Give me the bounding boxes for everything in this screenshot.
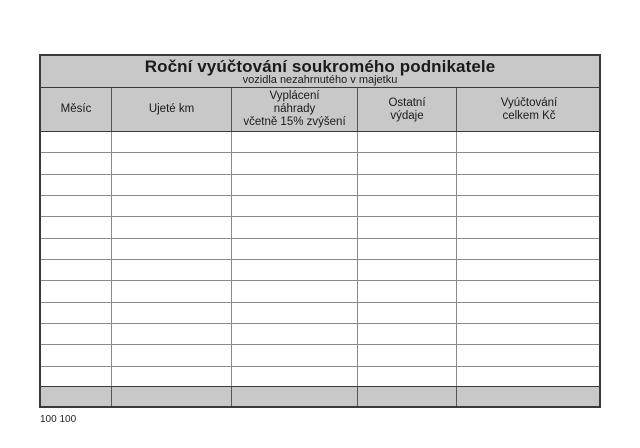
- cell-reimbursement[interactable]: [232, 324, 358, 344]
- cell-month[interactable]: [41, 260, 112, 280]
- total-cell-total-czk[interactable]: [457, 387, 601, 406]
- cell-km-driven[interactable]: [112, 132, 232, 152]
- table-row: [41, 217, 599, 238]
- cell-other-expenses[interactable]: [358, 260, 457, 280]
- table-row: [41, 324, 599, 345]
- cell-other-expenses[interactable]: [358, 196, 457, 216]
- cell-km-driven[interactable]: [112, 281, 232, 301]
- cell-month[interactable]: [41, 217, 112, 237]
- cell-other-expenses[interactable]: [358, 281, 457, 301]
- column-header-km-driven: Ujeté km: [112, 88, 232, 131]
- cell-total-czk[interactable]: [457, 345, 601, 365]
- cell-reimbursement[interactable]: [232, 281, 358, 301]
- cell-total-czk[interactable]: [457, 324, 601, 344]
- cell-km-driven[interactable]: [112, 217, 232, 237]
- cell-km-driven[interactable]: [112, 303, 232, 323]
- cell-km-driven[interactable]: [112, 324, 232, 344]
- cell-reimbursement[interactable]: [232, 367, 358, 388]
- cell-month[interactable]: [41, 324, 112, 344]
- table-header-row: [41, 88, 599, 132]
- table-total-row: [41, 386, 599, 406]
- column-header-month: Měsíc: [41, 88, 112, 131]
- table-row: [41, 303, 599, 324]
- cell-km-driven[interactable]: [112, 367, 232, 388]
- total-cell-other-expenses[interactable]: [358, 387, 457, 406]
- table-row: [41, 132, 599, 153]
- total-cell-month[interactable]: [41, 387, 112, 406]
- cell-reimbursement[interactable]: [232, 239, 358, 259]
- table-row: [41, 260, 599, 281]
- column-header-reimbursement: Vyplácení náhrady včetně 15% zvýšení: [232, 88, 358, 131]
- cell-reimbursement[interactable]: [232, 132, 358, 152]
- cell-month[interactable]: [41, 132, 112, 152]
- cell-month[interactable]: [41, 281, 112, 301]
- cell-total-czk[interactable]: [457, 175, 601, 195]
- cell-other-expenses[interactable]: [358, 324, 457, 344]
- cell-other-expenses[interactable]: [358, 153, 457, 173]
- cell-other-expenses[interactable]: [358, 303, 457, 323]
- form-title-band: [41, 56, 599, 88]
- cell-km-driven[interactable]: [112, 260, 232, 280]
- table-body: [41, 132, 599, 388]
- annual-settlement-form: [39, 54, 601, 408]
- table-row: [41, 345, 599, 366]
- cell-other-expenses[interactable]: [358, 175, 457, 195]
- cell-total-czk[interactable]: [457, 196, 601, 216]
- cell-other-expenses[interactable]: [358, 367, 457, 388]
- cell-other-expenses[interactable]: [358, 239, 457, 259]
- cell-km-driven[interactable]: [112, 239, 232, 259]
- cell-month[interactable]: [41, 367, 112, 388]
- cell-month[interactable]: [41, 175, 112, 195]
- table-row: [41, 239, 599, 260]
- cell-reimbursement[interactable]: [232, 345, 358, 365]
- form-title: Roční vyúčtování soukromého podnikatele: [144, 57, 496, 76]
- column-header-total-czk: Vyúčtování celkem Kč: [500, 96, 558, 122]
- cell-total-czk[interactable]: [457, 239, 601, 259]
- cell-total-czk[interactable]: [457, 260, 601, 280]
- total-cell-km-driven[interactable]: [112, 387, 232, 406]
- cell-total-czk[interactable]: [457, 303, 601, 323]
- page-code: 100 100: [40, 414, 77, 425]
- cell-other-expenses[interactable]: [358, 345, 457, 365]
- cell-total-czk[interactable]: [457, 281, 601, 301]
- cell-km-driven[interactable]: [112, 175, 232, 195]
- cell-month[interactable]: [41, 345, 112, 365]
- cell-reimbursement[interactable]: [232, 260, 358, 280]
- cell-month[interactable]: [41, 196, 112, 216]
- cell-km-driven[interactable]: [112, 345, 232, 365]
- table-row: [41, 367, 599, 388]
- cell-total-czk[interactable]: [457, 153, 601, 173]
- table-row: [41, 196, 599, 217]
- cell-reimbursement[interactable]: [232, 303, 358, 323]
- cell-km-driven[interactable]: [112, 153, 232, 173]
- column-header-other-expenses: Ostatní výdaje: [358, 88, 457, 131]
- cell-reimbursement[interactable]: [232, 175, 358, 195]
- cell-month[interactable]: [41, 153, 112, 173]
- total-cell-reimbursement[interactable]: [232, 387, 358, 406]
- cell-other-expenses[interactable]: [358, 217, 457, 237]
- cell-month[interactable]: [41, 303, 112, 323]
- cell-other-expenses[interactable]: [358, 132, 457, 152]
- cell-reimbursement[interactable]: [232, 196, 358, 216]
- cell-reimbursement[interactable]: [232, 217, 358, 237]
- cell-month[interactable]: [41, 239, 112, 259]
- cell-total-czk[interactable]: [457, 217, 601, 237]
- table-row: [41, 175, 599, 196]
- cell-km-driven[interactable]: [112, 196, 232, 216]
- cell-reimbursement[interactable]: [232, 153, 358, 173]
- table-row: [41, 153, 599, 174]
- cell-total-czk[interactable]: [457, 132, 601, 152]
- form-subtitle: vozidla nezahrnutého v majetku: [242, 74, 398, 86]
- cell-total-czk[interactable]: [457, 367, 601, 388]
- table-row: [41, 281, 599, 302]
